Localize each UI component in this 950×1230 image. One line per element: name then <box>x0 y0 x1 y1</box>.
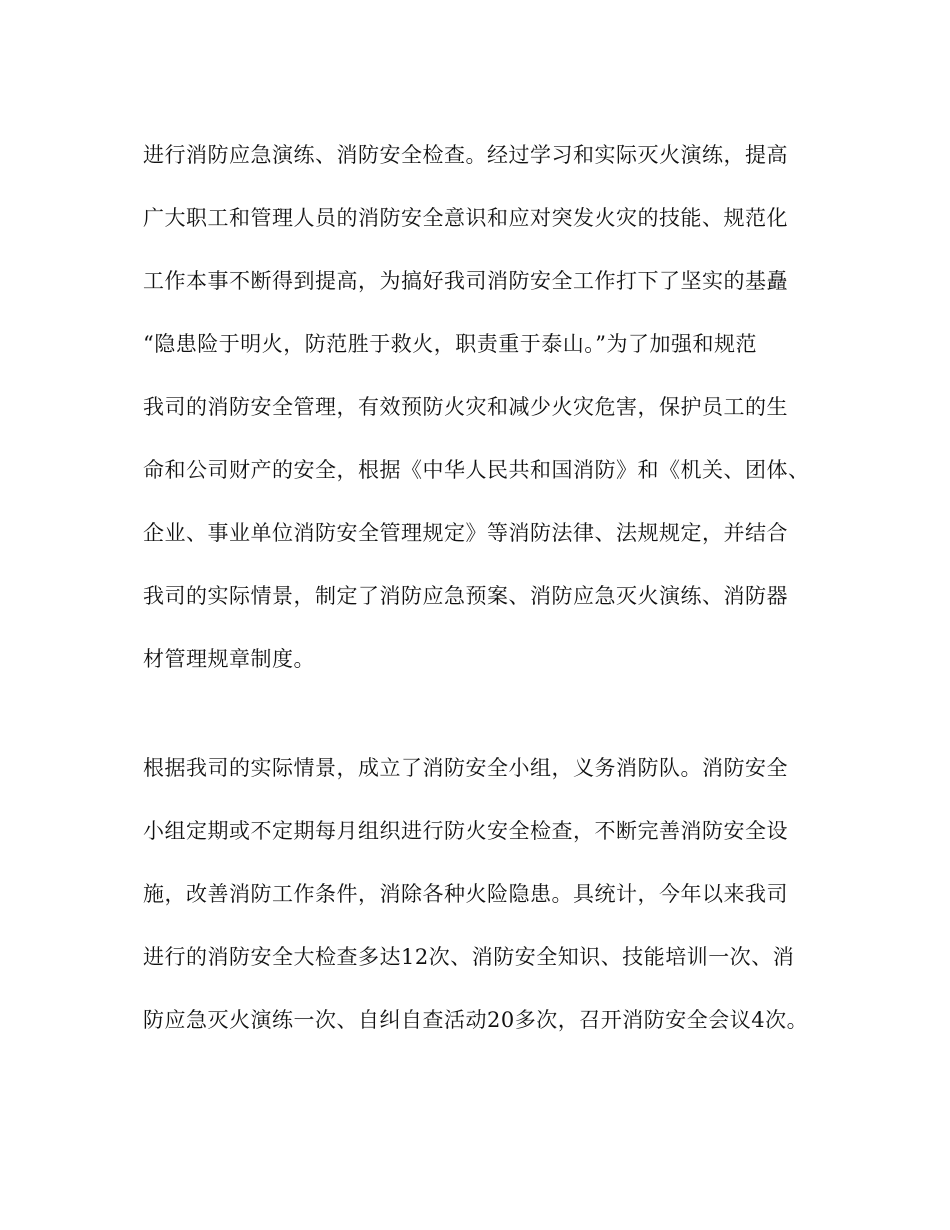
paragraph-line: 工作本事不断得到提高，为搞好我司消防安全工作打下了坚实的基矗 <box>143 269 788 293</box>
paragraph-line: 命和公司财产的安全，根据《中华人民共和国消防》和《机关、团体、 <box>143 458 810 482</box>
paragraph-line: 广大职工和管理人员的消防安全意识和应对突发火灾的技能、规范化 <box>143 206 788 230</box>
paragraph-line: 根据我司的实际情景，成立了消防安全小组，义务消防队。消防安全 <box>143 756 788 780</box>
paragraph-line: 我司的实际情景，制定了消防应急预案、消防应急灭火演练、消防器 <box>143 584 788 608</box>
paragraph-line: 进行消防应急演练、消防安全检查。经过学习和实际灭火演练，提高 <box>143 143 788 167</box>
paragraph-line: 材管理规章制度。 <box>143 647 315 671</box>
paragraph-line: 企业、事业单位消防安全管理规定》等消防法律、法规规定，并结合 <box>143 521 788 545</box>
paragraph-line: “隐患险于明火，防范胜于救火，职责重于泰山。”为了加强和规范 <box>143 332 757 356</box>
paragraph-line: 我司的消防安全管理，有效预防火灾和减少火灾危害，保护员工的生 <box>143 395 788 419</box>
paragraph-2 <box>143 737 833 1052</box>
paragraph-line: 防应急灭火演练一次、自纠自查活动20多次，召开消防安全会议4次。 <box>143 1008 809 1032</box>
paragraph-1 <box>143 124 833 691</box>
paragraph-line: 进行的消防安全大检查多达12次、消防安全知识、技能培训一次、消 <box>143 945 795 969</box>
paragraph-line: 施，改善消防工作条件，消除各种火险隐患。具统计，今年以来我司 <box>143 882 788 906</box>
paragraph-line: 小组定期或不定期每月组织进行防火安全检查，不断完善消防安全设 <box>143 819 788 843</box>
